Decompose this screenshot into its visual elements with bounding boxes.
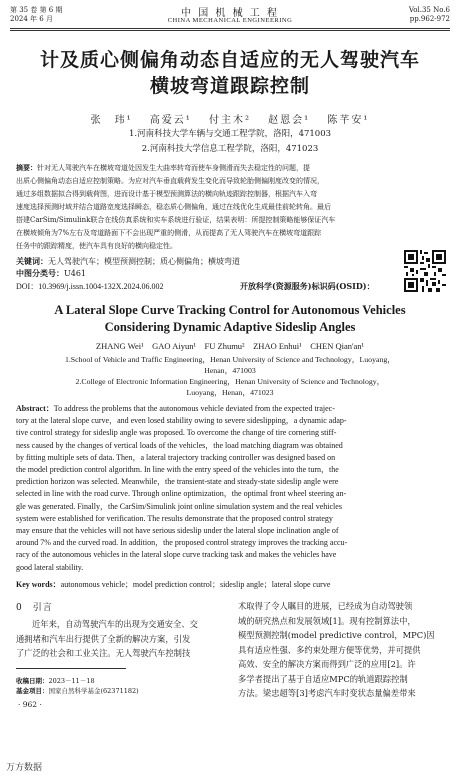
authors-cn: 张 玮¹ 高爱云¹ 付主木² 赵恩会¹ 陈芊安¹ xyxy=(90,115,370,126)
abstract-en-line: system were established for verification. The results demonstrate that the proposed control strategy xyxy=(16,513,333,523)
doi: DOI：10.3969/j.issn.1004-132X.2024.06.002 xyxy=(16,282,164,291)
body-line: 通拥堵和汽车出行提供了全新的解决方案，引发 xyxy=(16,633,191,644)
abstract-cn-line: 搭建CarSim/Simulink联合在线仿真系统和实车系统进行验证，结果表明：所提控制策略能够保证汽车 xyxy=(16,216,336,224)
affiliations-en xyxy=(0,354,460,398)
abstract-en-line: tory at the lateral slope curve，and even losed stability owing to severe sideslipping，a dynamic adap- xyxy=(16,416,347,426)
affiliation-cn-1: 1.河南科技大学车辆与交通工程学院，洛阳，471003 xyxy=(128,129,332,139)
issue-date: 2024 年 6 月 xyxy=(10,15,53,23)
journal-name-en: CHINA MECHANICAL ENGINEERING xyxy=(167,17,293,24)
body-line: 术取得了令人瞩目的进展，已经成为自动驾驶领 xyxy=(238,601,413,611)
abstract-en-line: prediction horizon was selected. Meanwhile，the transient-state and steady-state sideslip angle were xyxy=(16,477,339,487)
paper-title-en-line2: Considering Dynamic Adaptive Sideslip Angles xyxy=(104,320,356,334)
volume-en: Vol.35 No.6 xyxy=(408,6,450,14)
abstract-en-line: around 7% and the curved road. In addition，the proposed control strategy improves the tracking accu- xyxy=(16,538,348,548)
keywords-cn-label: 关键词： xyxy=(16,256,48,266)
body-line: 具有适应性强、多约束处理方便等优势，并可提供 xyxy=(238,644,421,655)
abstract-cn xyxy=(16,161,444,253)
abstract-en xyxy=(16,403,444,574)
abstract-en-line: racy of the autonomous vehicles in the lateral slope curve tracking task and makes the vehicles have xyxy=(16,550,337,560)
header-rule-thin xyxy=(10,30,450,31)
body-line: 域的研究热点和发展领域[1]。现有控制算法中， xyxy=(238,615,416,626)
abstract-cn-line: 出质心侧偏角动态自适应控制策略。为应对汽车垂直载荷发生变化而导致轮胎侧偏刚度改变的情况， xyxy=(16,177,324,185)
section-heading-introduction: 0 引言 xyxy=(16,603,53,613)
abstract-cn-line: 速度选择预测时域并结合道路宽度选择瞬态，稳态质心侧偏角，通过在线优化生成最佳前轮转角。最后 xyxy=(16,203,331,211)
fund-project: 基金项目：国家自然科学基金(62371182) xyxy=(16,687,139,695)
abstract-en-line: gle was generated. Finally，the CarSim/Simulink joint online simulation system and the real vehicles xyxy=(16,501,342,511)
left-column-text xyxy=(16,617,220,661)
abstract-en-line: selected in line with the road curve. Through online optimization，the optimal front wheel steering an- xyxy=(16,489,347,499)
qr-code-icon[interactable] xyxy=(404,250,446,292)
affiliation-en-line: 1.School of Vehicle and Traffic Engineering，Henan University of Science and Technology，Luoyang， xyxy=(64,355,396,364)
body-line: 高效、安全的解决方案而得到广泛的应用[2]。许 xyxy=(238,659,416,669)
keywords-en-label: Key words： xyxy=(16,580,61,589)
abstract-cn-label: 摘要： xyxy=(16,163,37,172)
body-line: 多学者提出了基于自适应MPC的轨道跟踪控制 xyxy=(238,673,408,684)
body-line: 了广泛的社会和工业关注。无人驾驶汽车控制技 xyxy=(16,648,191,658)
osid-label: 开放科学(资源服务)标识码(OSID)： xyxy=(240,281,375,291)
clc-label: 中图分类号： xyxy=(16,268,64,278)
received-date: 收稿日期：2023－11－18 xyxy=(16,677,95,685)
right-column-text xyxy=(238,599,448,701)
keywords-en: Key words：autonomous vehicle；model prediction control；sideslip angle；lateral slope curve xyxy=(16,580,331,589)
footnotes xyxy=(16,676,139,696)
abstract-en-label: Abstract： xyxy=(16,404,54,413)
body-line: 模型预测控制(model predictive control，MPC)因 xyxy=(238,630,435,640)
volume-issue: 第 35 卷 第 6 期 xyxy=(10,6,63,14)
authors-en: ZHANG Wei¹ GAO Aiyun¹ FU Zhumu² ZHAO Enhui¹ CHEN Qian'an¹ xyxy=(95,341,365,351)
affiliation-en-line: Henan，471003 xyxy=(204,366,256,375)
page-range: pp.962-972 xyxy=(409,15,450,23)
watermark: 万方数据 xyxy=(6,763,43,773)
abstract-cn-line: 在横坡倾角为7%左右及弯道路面下不会出现严重的侧滑，从而提高了无人驾驶汽车在横坡弯道跟踪 xyxy=(16,229,322,237)
affiliation-en-line: Luoyang，Henan，471023 xyxy=(186,388,274,397)
header-rule xyxy=(10,28,450,29)
affiliation-en-line: 2.College of Electronic Information Engineering，Henan University of Science and Technology， xyxy=(75,377,385,386)
body-line: 近年来，自动驾驶汽车的出现为交通安全、交 xyxy=(32,619,198,629)
abstract-en-line: the model prediction control algorithm. In line with the entry speed of the vehicles into the turn，the xyxy=(16,465,339,475)
abstract-cn-line: 任务中的跟踪精度，使汽车具有良好的横向稳定性。 xyxy=(16,242,177,250)
footnote-rule xyxy=(16,668,126,669)
abstract-cn-line: 摘要：针对无人驾驶汽车在横坡弯道处因发生大曲率转弯而使车身侧滑而失去稳定性的问题，提 xyxy=(16,163,310,172)
abstract-en-line: tive control strategy for sideslip angle was proposed. To overcome the change of tire cornering stiff- xyxy=(16,428,337,438)
abstract-en-line: Abstract：To address the problems that the autonomous vehicle deviated from the expected trajec- xyxy=(16,404,335,413)
keywords-cn: 关键词：无人驾驶汽车；模型预测控制；质心侧偏角；横坡弯道 xyxy=(16,256,240,266)
abstract-en-line: good lateral stability. xyxy=(16,562,84,572)
abstract-en-line: may ensure that the vehicles will not have serious sideslip under the lateral slope inclination angle of xyxy=(16,526,339,536)
volume-pages xyxy=(409,6,450,24)
journal-name-cn: 中 国 机 械 工 程 xyxy=(181,8,279,19)
paper-title-cn-line2: 横坡弯道跟踪控制 xyxy=(149,75,310,97)
page-number: · 962 · xyxy=(18,700,42,709)
affiliation-cn-2: 2.河南科技大学信息工程学院，洛阳，471023 xyxy=(141,144,319,154)
abstract-en-line: by fitting multiple sets of data. Then，a lateral trajectory tracking controller was designed based on xyxy=(16,452,336,462)
body-line: 方法。梁忠超等[3]考虑汽车时变状态量偏差带来 xyxy=(238,688,416,698)
abstract-en-line: ness caused by the changes of vertical loads of the vehicles，the load matching diagram was obtained xyxy=(16,440,343,450)
paper-title-cn-line1: 计及质心侧偏角动态自适应的无人驾驶汽车 xyxy=(39,49,420,71)
clc-number: 中图分类号：U461 xyxy=(16,268,87,278)
paper-title-en-line1: A Lateral Slope Curve Tracking Control for Autonomous Vehicles xyxy=(54,303,406,317)
abstract-cn-line: 通过多组数据拟合得到载荷图，进而设计基于模型预测算法的横向轨迹跟踪控制器，根据汽车入弯 xyxy=(16,190,317,198)
